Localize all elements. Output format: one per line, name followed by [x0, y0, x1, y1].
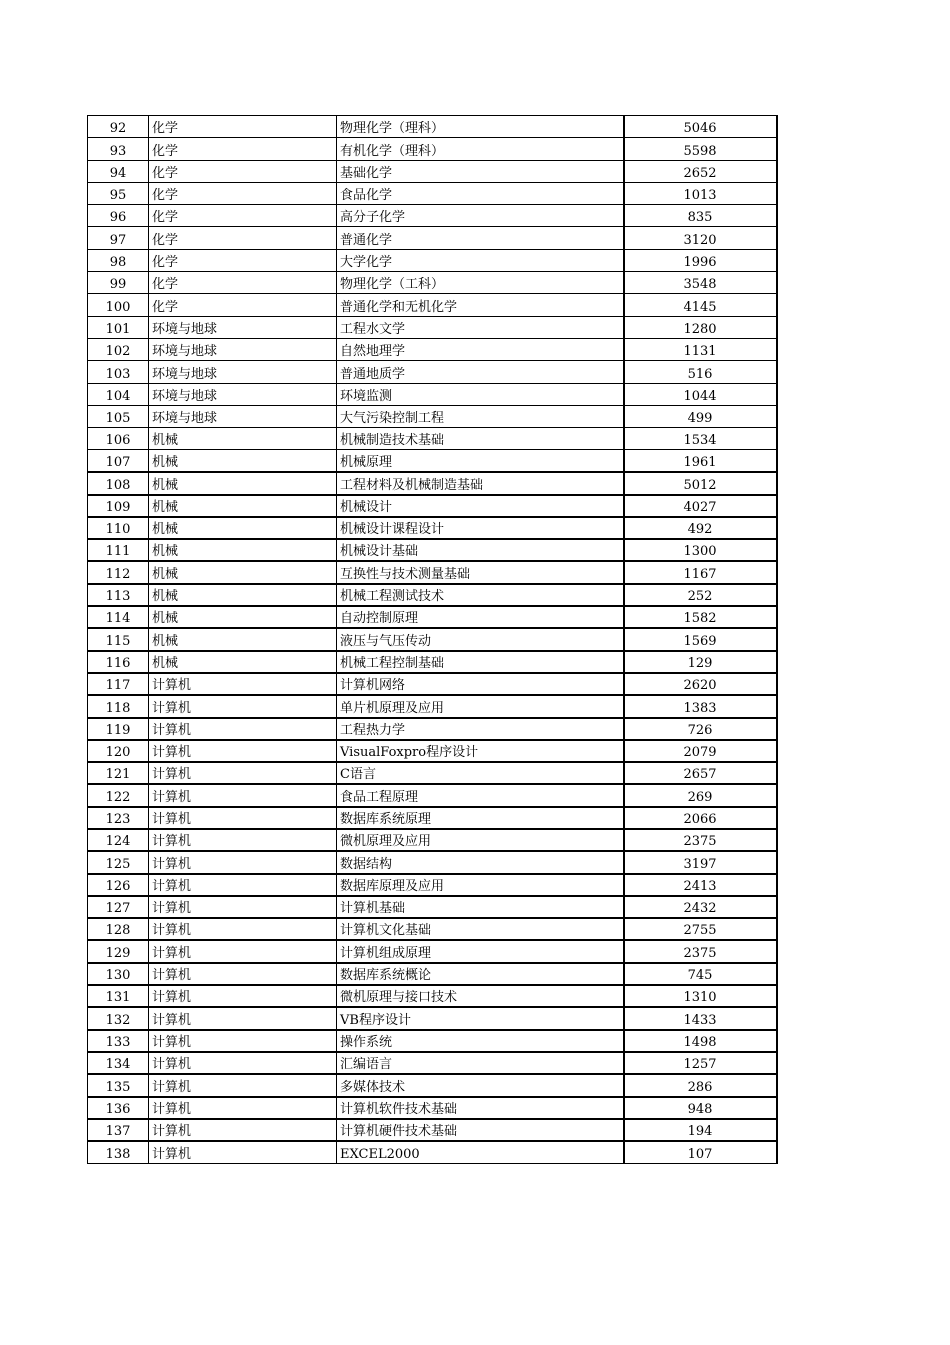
count-cell: 5046 [624, 116, 777, 138]
count-cell: 3548 [624, 272, 777, 294]
count-cell: 4145 [624, 294, 777, 316]
category-cell: 机械 [149, 606, 337, 628]
count-cell: 2620 [624, 673, 777, 695]
course-name-cell: 高分子化学 [337, 205, 624, 227]
course-name-cell: 机械原理 [337, 450, 624, 472]
table-row [88, 272, 777, 294]
course-name-cell: 环境监测 [337, 383, 624, 405]
category-cell: 环境与地球 [149, 338, 337, 360]
course-name-cell: 操作系统 [337, 1030, 624, 1052]
row-number-cell: 93 [88, 138, 149, 160]
table-row [88, 1052, 777, 1074]
row-number-cell: 102 [88, 338, 149, 360]
count-cell: 5598 [624, 138, 777, 160]
course-name-cell: 数据库系统概论 [337, 963, 624, 985]
category-cell: 机械 [149, 584, 337, 606]
table-row [88, 985, 777, 1007]
category-cell: 机械 [149, 517, 337, 539]
table-row [88, 1074, 777, 1096]
category-cell: 计算机 [149, 829, 337, 851]
row-number-cell: 104 [88, 383, 149, 405]
table-row [88, 383, 777, 405]
count-cell: 1498 [624, 1030, 777, 1052]
row-number-cell: 133 [88, 1030, 149, 1052]
row-number-cell: 126 [88, 874, 149, 896]
category-cell: 机械 [149, 495, 337, 517]
row-number-cell: 121 [88, 762, 149, 784]
row-number-cell: 101 [88, 316, 149, 338]
course-name-cell: 普通化学和无机化学 [337, 294, 624, 316]
row-number-cell: 112 [88, 561, 149, 583]
course-name-cell: 机械设计 [337, 495, 624, 517]
count-cell: 1569 [624, 628, 777, 650]
row-number-cell: 118 [88, 695, 149, 717]
category-cell: 计算机 [149, 985, 337, 1007]
row-number-cell: 129 [88, 940, 149, 962]
table-row [88, 294, 777, 316]
count-cell: 2432 [624, 896, 777, 918]
row-number-cell: 138 [88, 1141, 149, 1163]
category-cell: 化学 [149, 294, 337, 316]
count-cell: 1310 [624, 985, 777, 1007]
row-number-cell: 96 [88, 205, 149, 227]
course-name-cell: 工程热力学 [337, 718, 624, 740]
course-name-cell: 机械工程控制基础 [337, 651, 624, 673]
count-cell: 2657 [624, 762, 777, 784]
table-row [88, 718, 777, 740]
category-cell: 计算机 [149, 673, 337, 695]
table-row [88, 316, 777, 338]
count-cell: 3197 [624, 851, 777, 873]
course-name-cell: 有机化学（理科） [337, 138, 624, 160]
row-number-cell: 97 [88, 227, 149, 249]
row-number-cell: 131 [88, 985, 149, 1007]
table-row [88, 963, 777, 985]
category-cell: 计算机 [149, 851, 337, 873]
category-cell: 化学 [149, 272, 337, 294]
category-cell: 环境与地球 [149, 383, 337, 405]
category-cell: 计算机 [149, 718, 337, 740]
table-row [88, 851, 777, 873]
row-number-cell: 117 [88, 673, 149, 695]
row-number-cell: 95 [88, 182, 149, 204]
count-cell: 1383 [624, 695, 777, 717]
count-cell: 194 [624, 1119, 777, 1141]
course-name-cell: 数据库系统原理 [337, 807, 624, 829]
count-cell: 2375 [624, 829, 777, 851]
course-name-cell: 数据结构 [337, 851, 624, 873]
category-cell: 计算机 [149, 896, 337, 918]
category-cell: 环境与地球 [149, 405, 337, 427]
count-cell: 2413 [624, 874, 777, 896]
course-name-cell: 多媒体技术 [337, 1074, 624, 1096]
course-name-cell: 基础化学 [337, 160, 624, 182]
table-row [88, 182, 777, 204]
row-number-cell: 108 [88, 472, 149, 494]
count-cell: 1131 [624, 338, 777, 360]
row-number-cell: 137 [88, 1119, 149, 1141]
count-cell: 269 [624, 784, 777, 806]
table-row [88, 606, 777, 628]
row-number-cell: 119 [88, 718, 149, 740]
row-number-cell: 116 [88, 651, 149, 673]
category-cell: 机械 [149, 472, 337, 494]
count-cell: 286 [624, 1074, 777, 1096]
count-cell: 1300 [624, 539, 777, 561]
table-row [88, 517, 777, 539]
course-name-cell: 物理化学（理科） [337, 116, 624, 138]
course-name-cell: 互换性与技术测量基础 [337, 561, 624, 583]
row-number-cell: 113 [88, 584, 149, 606]
count-cell: 107 [624, 1141, 777, 1163]
course-name-cell: 计算机组成原理 [337, 940, 624, 962]
count-cell: 3120 [624, 227, 777, 249]
row-number-cell: 100 [88, 294, 149, 316]
course-name-cell: 物理化学（工科） [337, 272, 624, 294]
category-cell: 计算机 [149, 1052, 337, 1074]
course-name-cell: 大气污染控制工程 [337, 405, 624, 427]
course-name-cell: 机械设计基础 [337, 539, 624, 561]
row-number-cell: 120 [88, 740, 149, 762]
table-row [88, 138, 777, 160]
table-row [88, 361, 777, 383]
course-name-cell: 食品工程原理 [337, 784, 624, 806]
table-row [88, 539, 777, 561]
table-row [88, 874, 777, 896]
row-number-cell: 111 [88, 539, 149, 561]
category-cell: 化学 [149, 116, 337, 138]
table-row [88, 160, 777, 182]
table-row [88, 1007, 777, 1029]
table-row [88, 1141, 777, 1163]
count-cell: 492 [624, 517, 777, 539]
course-name-cell: 机械工程测试技术 [337, 584, 624, 606]
category-cell: 化学 [149, 138, 337, 160]
count-cell: 1582 [624, 606, 777, 628]
category-cell: 计算机 [149, 1141, 337, 1163]
category-cell: 机械 [149, 428, 337, 450]
course-name-cell: 工程材料及机械制造基础 [337, 472, 624, 494]
course-name-cell: 计算机硬件技术基础 [337, 1119, 624, 1141]
course-name-cell: 数据库原理及应用 [337, 874, 624, 896]
row-number-cell: 92 [88, 116, 149, 138]
category-cell: 计算机 [149, 762, 337, 784]
category-cell: 计算机 [149, 1030, 337, 1052]
count-cell: 5012 [624, 472, 777, 494]
category-cell: 计算机 [149, 963, 337, 985]
category-cell: 机械 [149, 651, 337, 673]
row-number-cell: 123 [88, 807, 149, 829]
count-cell: 4027 [624, 495, 777, 517]
count-cell: 2066 [624, 807, 777, 829]
course-name-cell: 单片机原理及应用 [337, 695, 624, 717]
count-cell: 499 [624, 405, 777, 427]
count-cell: 2755 [624, 918, 777, 940]
row-number-cell: 122 [88, 784, 149, 806]
table-row [88, 918, 777, 940]
category-cell: 环境与地球 [149, 316, 337, 338]
course-name-cell: 微机原理与接口技术 [337, 985, 624, 1007]
table-row [88, 249, 777, 271]
category-cell: 机械 [149, 539, 337, 561]
count-cell: 129 [624, 651, 777, 673]
course-name-cell: 汇编语言 [337, 1052, 624, 1074]
category-cell: 化学 [149, 249, 337, 271]
course-table [87, 115, 778, 1164]
category-cell: 计算机 [149, 784, 337, 806]
count-cell: 1280 [624, 316, 777, 338]
course-name-cell: 普通化学 [337, 227, 624, 249]
row-number-cell: 105 [88, 405, 149, 427]
row-number-cell: 128 [88, 918, 149, 940]
table-row [88, 673, 777, 695]
row-number-cell: 94 [88, 160, 149, 182]
table-row [88, 1097, 777, 1119]
row-number-cell: 109 [88, 495, 149, 517]
row-number-cell: 115 [88, 628, 149, 650]
course-name-cell: 机械设计课程设计 [337, 517, 624, 539]
row-number-cell: 135 [88, 1074, 149, 1096]
category-cell: 计算机 [149, 695, 337, 717]
category-cell: 计算机 [149, 807, 337, 829]
count-cell: 745 [624, 963, 777, 985]
course-name-cell: 大学化学 [337, 249, 624, 271]
course-name-cell: 普通地质学 [337, 361, 624, 383]
course-name-cell: 计算机文化基础 [337, 918, 624, 940]
row-number-cell: 127 [88, 896, 149, 918]
category-cell: 计算机 [149, 1074, 337, 1096]
table-row [88, 628, 777, 650]
category-cell: 计算机 [149, 1119, 337, 1141]
table-row [88, 405, 777, 427]
count-cell: 1433 [624, 1007, 777, 1029]
row-number-cell: 103 [88, 361, 149, 383]
category-cell: 化学 [149, 182, 337, 204]
table-row [88, 1119, 777, 1141]
count-cell: 1013 [624, 182, 777, 204]
row-number-cell: 132 [88, 1007, 149, 1029]
table-row [88, 472, 777, 494]
table-row [88, 116, 777, 138]
table-row [88, 651, 777, 673]
category-cell: 计算机 [149, 740, 337, 762]
table-row [88, 896, 777, 918]
row-number-cell: 114 [88, 606, 149, 628]
count-cell: 1961 [624, 450, 777, 472]
table-row [88, 450, 777, 472]
category-cell: 机械 [149, 628, 337, 650]
count-cell: 2079 [624, 740, 777, 762]
table-row [88, 740, 777, 762]
row-number-cell: 124 [88, 829, 149, 851]
row-number-cell: 134 [88, 1052, 149, 1074]
course-name-cell: 工程水文学 [337, 316, 624, 338]
category-cell: 环境与地球 [149, 361, 337, 383]
table-row [88, 940, 777, 962]
row-number-cell: 107 [88, 450, 149, 472]
table-row [88, 762, 777, 784]
row-number-cell: 99 [88, 272, 149, 294]
table-row [88, 584, 777, 606]
count-cell: 1167 [624, 561, 777, 583]
table-row [88, 784, 777, 806]
row-number-cell: 110 [88, 517, 149, 539]
category-cell: 计算机 [149, 874, 337, 896]
category-cell: 计算机 [149, 940, 337, 962]
table-row [88, 829, 777, 851]
category-cell: 机械 [149, 561, 337, 583]
course-table-body [88, 116, 777, 1164]
table-row [88, 338, 777, 360]
course-name-cell: 计算机基础 [337, 896, 624, 918]
row-number-cell: 136 [88, 1097, 149, 1119]
course-name-cell: 食品化学 [337, 182, 624, 204]
table-row [88, 495, 777, 517]
table-row [88, 428, 777, 450]
table-row [88, 1030, 777, 1052]
count-cell: 252 [624, 584, 777, 606]
category-cell: 计算机 [149, 918, 337, 940]
count-cell: 1257 [624, 1052, 777, 1074]
count-cell: 516 [624, 361, 777, 383]
course-name-cell: 自动控制原理 [337, 606, 624, 628]
count-cell: 948 [624, 1097, 777, 1119]
course-name-cell: 自然地理学 [337, 338, 624, 360]
course-name-cell: EXCEL2000 [337, 1141, 624, 1163]
row-number-cell: 130 [88, 963, 149, 985]
count-cell: 835 [624, 205, 777, 227]
table-row [88, 695, 777, 717]
count-cell: 1534 [624, 428, 777, 450]
count-cell: 2375 [624, 940, 777, 962]
course-name-cell: VB程序设计 [337, 1007, 624, 1029]
course-name-cell: 计算机软件技术基础 [337, 1097, 624, 1119]
count-cell: 726 [624, 718, 777, 740]
category-cell: 化学 [149, 160, 337, 182]
count-cell: 1044 [624, 383, 777, 405]
category-cell: 机械 [149, 450, 337, 472]
count-cell: 1996 [624, 249, 777, 271]
course-name-cell: VisualFoxpro程序设计 [337, 740, 624, 762]
row-number-cell: 98 [88, 249, 149, 271]
table-row [88, 227, 777, 249]
course-name-cell: C语言 [337, 762, 624, 784]
course-name-cell: 机械制造技术基础 [337, 428, 624, 450]
row-number-cell: 125 [88, 851, 149, 873]
row-number-cell: 106 [88, 428, 149, 450]
category-cell: 计算机 [149, 1097, 337, 1119]
course-name-cell: 液压与气压传动 [337, 628, 624, 650]
category-cell: 计算机 [149, 1007, 337, 1029]
table-row [88, 205, 777, 227]
category-cell: 化学 [149, 205, 337, 227]
table-row [88, 561, 777, 583]
category-cell: 化学 [149, 227, 337, 249]
course-name-cell: 微机原理及应用 [337, 829, 624, 851]
course-name-cell: 计算机网络 [337, 673, 624, 695]
count-cell: 2652 [624, 160, 777, 182]
table-row [88, 807, 777, 829]
